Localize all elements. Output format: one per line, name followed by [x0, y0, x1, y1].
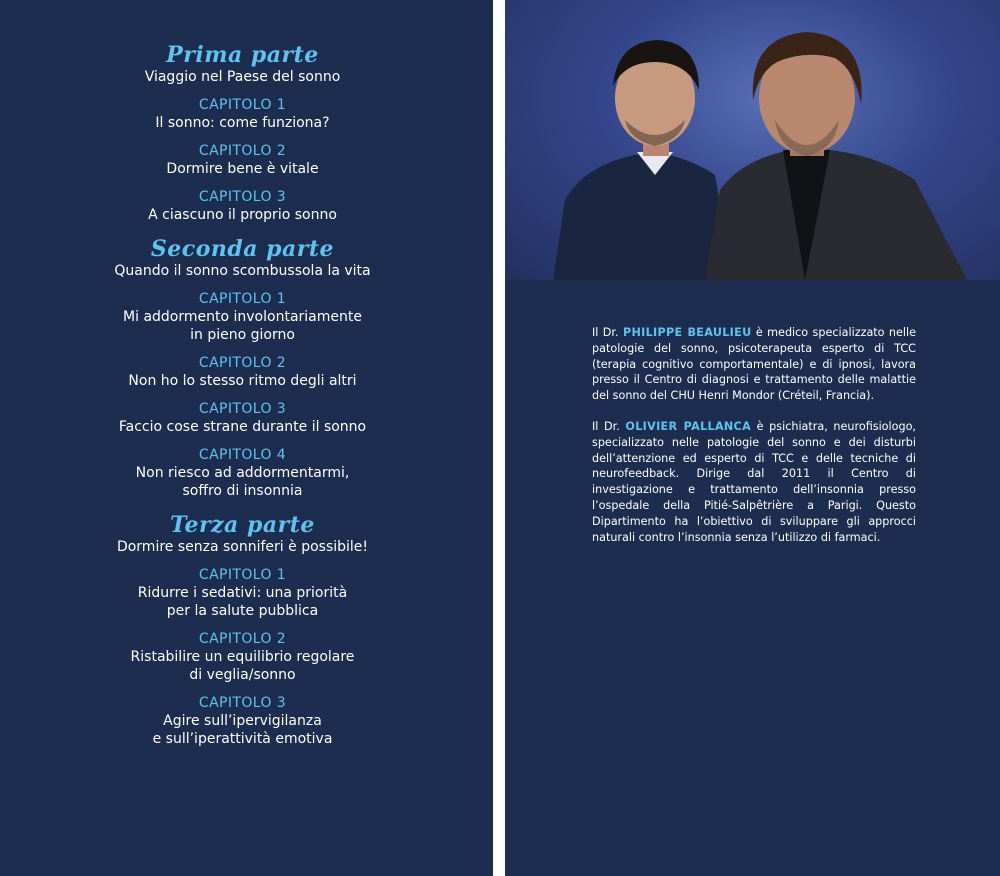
chapter-label: CAPITOLO 3 — [198, 401, 287, 417]
chapter-label: CAPITOLO 2 — [198, 355, 287, 371]
chapter-label: CAPITOLO 3 — [198, 695, 287, 711]
authors-panel — [505, 0, 1000, 876]
bio-text: è medico specializzato nelle patologie del sonno, psicoterapeuta esperto di TCC (terapia cognitivo comportamentale) e di ipnosi, lavora presso il Centro di diagnosi e trattamento delle malattie del sonno del CHU Henri Mondor (Créteil, Francia). — [592, 326, 917, 403]
chapter — [0, 694, 485, 748]
part-subtitle: Dormire senza sonniferi è possibile! — [116, 539, 369, 555]
chapter — [0, 566, 485, 620]
chapter-label: CAPITOLO 1 — [198, 291, 287, 307]
bio-text: è psichiatra, neurofisiologo, specializzato nelle patologie del sonno e dei disturbi dell’attenzione ed esperto di TCC e delle tecniche di neurofeedback. Dirige dal 2011 il Centro di investigazione e trattamento dell’insonnia presso l’ospedale della Pitié-Salpêtrière a Parigi. Questo Dipartimento ha l’obiettivo di sviluppare gli approcci naturali contro l’insonnia senza l’utilizzo di farmaci. — [592, 419, 916, 544]
chapter-title: Il sonno: come funziona? — [155, 115, 330, 131]
chapter — [0, 142, 485, 178]
chapter — [0, 354, 485, 390]
right-person-body — [705, 148, 967, 280]
chapter-label: CAPITOLO 2 — [198, 143, 287, 159]
part-2 — [0, 236, 485, 500]
toc-panel — [0, 0, 493, 876]
chapter-title: Agire sull’ipervigilanza e sull’iperattività emotiva — [152, 713, 333, 747]
chapter-title: Ristabilire un equilibrio regolare di veglia/sonno — [130, 649, 355, 683]
chapter-label: CAPITOLO 1 — [198, 567, 287, 583]
chapter-label: CAPITOLO 4 — [198, 447, 287, 463]
part-title: Terza parte — [170, 512, 315, 538]
authors-photo — [505, 0, 1000, 280]
chapter-title: Ridurre i sedativi: una priorità per la salute pubblica — [137, 585, 348, 619]
chapter — [0, 188, 485, 224]
author-bios — [592, 325, 916, 560]
author-name: OLIVIER PALLANCA — [625, 419, 752, 433]
bio-prefix: Il Dr. — [592, 326, 623, 339]
part-subtitle: Quando il sonno scombussola la vita — [114, 263, 371, 279]
chapter-title: Dormire bene è vitale — [166, 161, 319, 177]
part-3 — [0, 512, 485, 748]
chapter — [0, 446, 485, 500]
part-1 — [0, 42, 485, 224]
bio-prefix: Il Dr. — [592, 419, 626, 433]
chapter — [0, 400, 485, 436]
left-person-body — [553, 152, 733, 280]
authors-illustration — [505, 0, 1000, 280]
part-subtitle: Viaggio nel Paese del sonno — [144, 69, 341, 85]
chapter-title: Faccio cose strane durante il sonno — [118, 419, 367, 435]
chapter-label: CAPITOLO 2 — [198, 631, 287, 647]
chapter — [0, 630, 485, 684]
author-name: PHILIPPE BEAULIEU — [622, 326, 752, 339]
chapter-label: CAPITOLO 3 — [198, 189, 287, 205]
chapter — [0, 96, 485, 132]
part-title: Seconda parte — [150, 236, 335, 262]
chapter — [0, 290, 485, 344]
chapter-title: A ciascuno il proprio sonno — [148, 207, 337, 223]
chapter-label: CAPITOLO 1 — [198, 97, 287, 113]
part-title: Prima parte — [166, 42, 319, 68]
table-of-contents — [0, 42, 485, 760]
chapter-title: Mi addormento involontariamente in pieno giorno — [123, 309, 362, 343]
bio-philippe-beaulieu — [592, 325, 916, 404]
bio-olivier-pallanca — [592, 419, 916, 545]
chapter-title: Non ho lo stesso ritmo degli altri — [128, 373, 357, 389]
chapter-title: Non riesco ad addormentarmi, soffro di insonnia — [135, 465, 350, 499]
